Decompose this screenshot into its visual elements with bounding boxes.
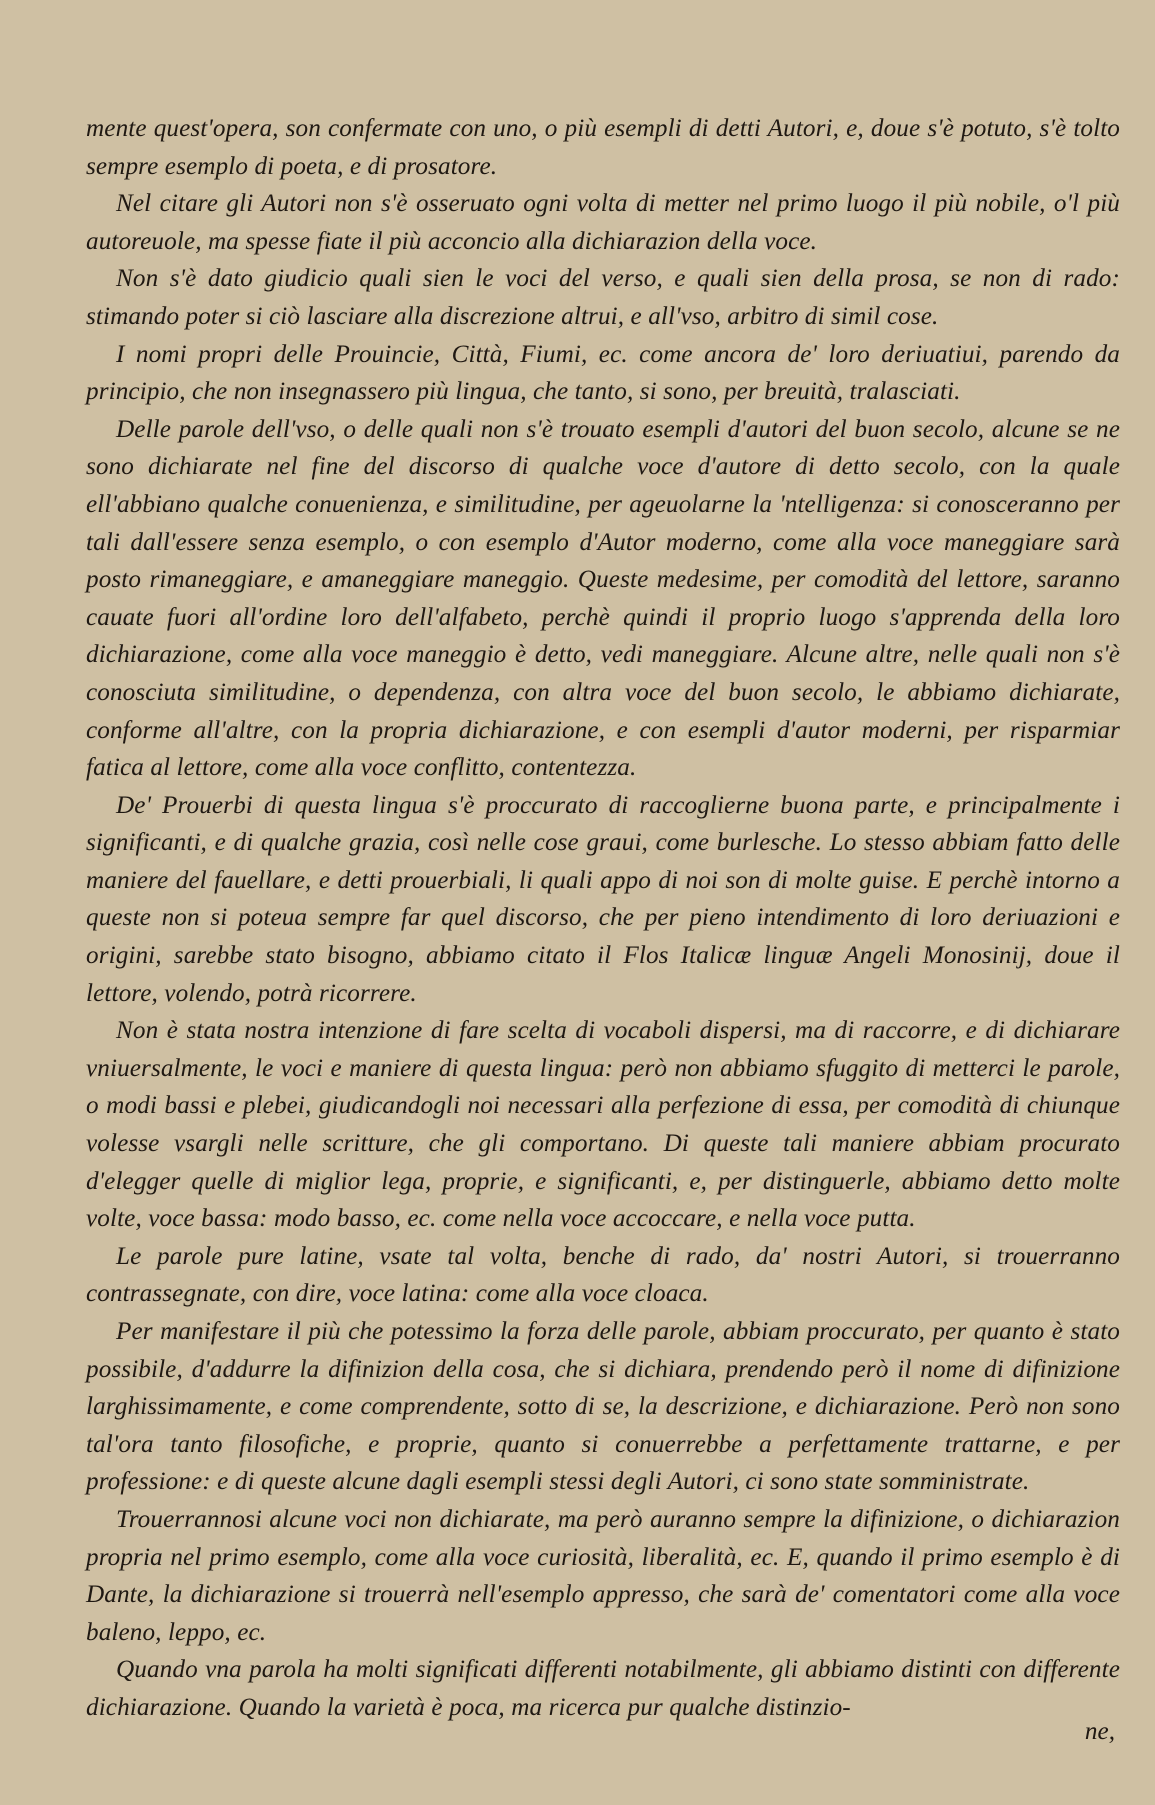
paragraph-11: Quando vna parola ha molti significati differenti notabilmente, gli abbiamo distinti con differente dichiarazione. Quando la varietà è poca, ma ricerca pur qualche distinzio- (86, 1656, 1120, 1721)
paragraph-6: De' Prouerbi di questa lingua s'è proccurato di raccoglierne buona parte, e principalmente i significanti, e di qualche grazia, così nelle cose graui, come burlesche. Lo stesso abbiam fatto delle maniere del fauellare, e detti prouerbiali, li quali appo di noi son di molte guise. E perchè intorno a queste non si poteua sempre far quel discorso, che per pieno intendimento di loro deriuazioni e origini, sarebbe stato bisogno, abbiamo citato il Flos Italicæ linguæ Angeli Monosinij, doue il lettore, volendo, potrà ricorrere. (86, 791, 1120, 1007)
paragraph-4: I nomi propri delle Prouincie, Città, Fiumi, ec. come ancora de' loro deriuatiui, parendo da principio, che non insegnassero più lingua, che tanto, si sono, per breuità, tralasciati. (86, 340, 1120, 406)
paragraph-9: Per manifestare il più che potessimo la forza delle parole, abbiam proccurato, per quanto è stato possibile, d'addurre la difinizion della cosa, che si dichiara, prendendo però il nome di difinizione larghissimamente, e come comprendente, sotto di se, la descrizione, e dichiarazione. Però non sono tal'ora tanto filosofiche, e proprie, quanto si conuerrebbe a perfettamente trattarne, e per professione: e di queste alcune dagli esempli stessi degli Autori, ci sono state somministrate. (86, 1318, 1120, 1496)
paragraph-1: mente quest'opera, son confermate con uno, o più esempli di detti Autori, e, doue s'è potuto, s'è tolto sempre esemplo di poeta, e di prosatore. (86, 115, 1120, 180)
body-text (86, 110, 1120, 1727)
paragraph-2: Nel citare gli Autori non s'è osseruato ogni volta di metter nel primo luogo il più nobile, o'l più autoreuole, ma spesse fiate il più acconcio alla dichiarazion della voce. (86, 190, 1120, 255)
paragraph-5: Delle parole dell'vso, o delle quali non s'è trouato esempli d'autori del buon secolo, alcune se ne sono dichiarate nel fine del discorso di qualche voce d'autore di detto secolo, con la quale ell'abbiano qualche conuenienza, e similitudine, per ageuolarne la 'ntelligenza: si conosceranno per tali dall'essere senza esemplo, o con esemplo d'Autor moderno, come alla voce maneggiare sarà posto rimaneggiare, e amaneggiare maneggio. Queste medesime, per comodità del lettore, saranno cauate fuori all'ordine loro dell'alfabeto, perchè quindi il proprio luogo s'apprenda della loro dichiarazione, come alla voce maneggio è detto, vedi maneggiare. Alcune altre, nelle quali non s'è conosciuta similitudine, o dependenza, con altra voce del buon secolo, le abbiamo dichiarate, conforme all'altre, con la propria dichiarazione, e con esempli d'autor moderni, per risparmiar fatica al lettore, come alla voce conflitto, contentezza. (86, 415, 1120, 782)
paragraph-8: Le parole pure latine, vsate tal volta, benche di rado, da' nostri Autori, si trouerranno contrassegnate, con dire, voce latina: come alla voce cloaca. (86, 1242, 1120, 1308)
catchword: ne, (1084, 1718, 1115, 1745)
paragraph-7: Non è stata nostra intenzione di fare scelta di vocaboli dispersi, ma di raccorre, e di dichiarare vniuersalmente, le voci e maniere di questa lingua: però non abbiamo sfuggito di metterci le parole, o modi bassi e plebei, giudicandogli noi necessari alla perfezione di essa, per comodità di chiunque volesse vsargli nelle scritture, che gli comportano. Di queste tali maniere abbiam procurato d'elegger quelle di miglior lega, proprie, e significanti, e, per distinguerle, abbiamo detto molte volte, voce bassa: modo basso, ec. come nella voce accoccare, e nella voce putta. (86, 1017, 1120, 1233)
paragraph-10: Trouerrannosi alcune voci non dichiarate, ma però auranno sempre la difinizione, o dichiarazion propria nel primo esemplo, come alla voce curiosità, liberalità, ec. E, quando il primo esemplo è di Dante, la dichiarazione si trouerrà nell'esemplo appresso, che sarà de' comentatori come alla voce baleno, leppo, ec. (86, 1505, 1120, 1646)
paragraph-3: Non s'è dato giudicio quali sien le voci del verso, e quali sien della prosa, se non di rado: stimando poter si ciò lasciare alla discrezione altrui, e all'vso, arbitro di simil cose. (86, 265, 1120, 330)
